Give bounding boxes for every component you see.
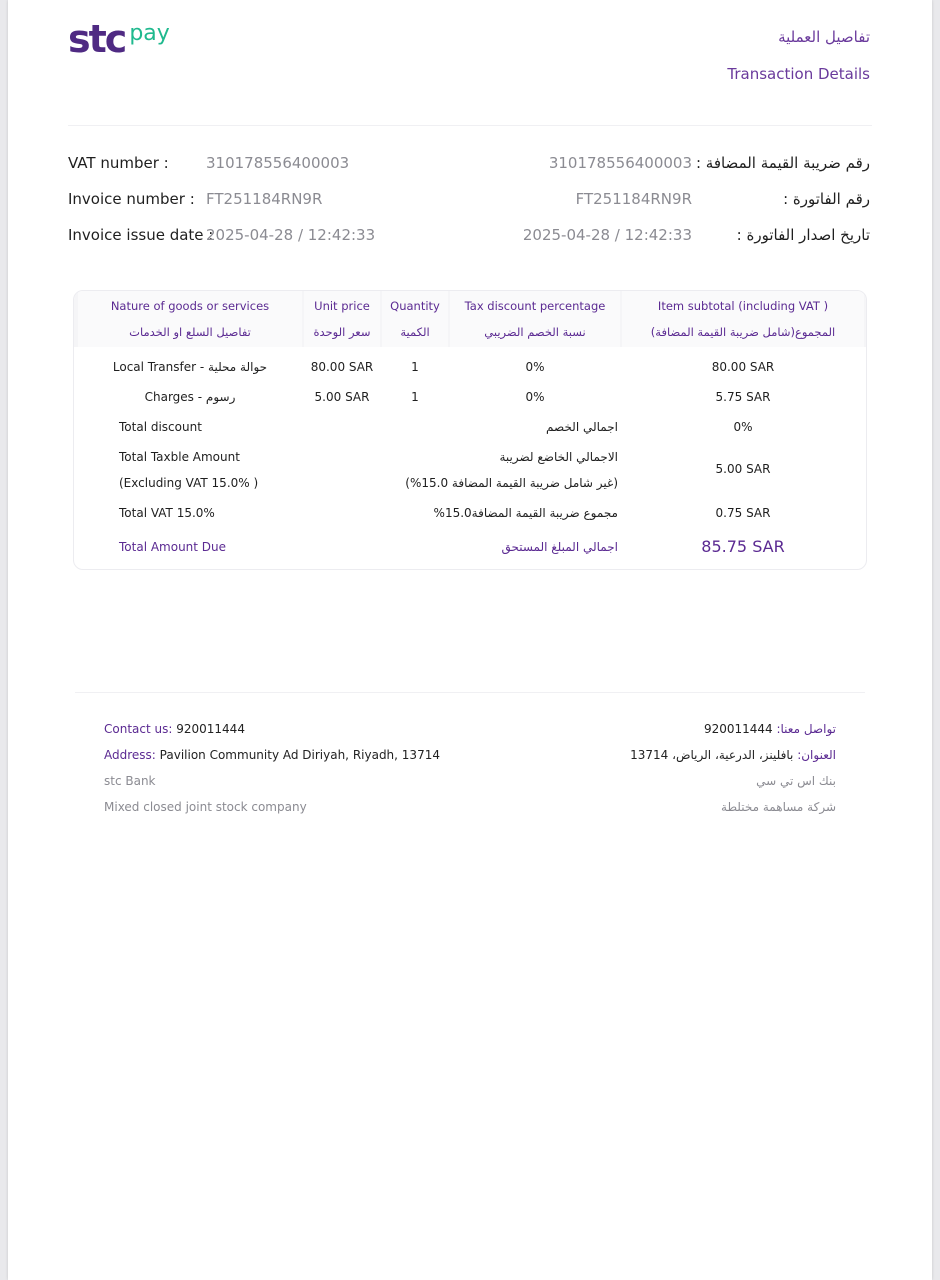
stc-pay-logo (68, 17, 170, 61)
address-line (104, 748, 440, 762)
header-nature-en: Nature of goods or services (110, 299, 270, 313)
header-tax-discount-ar: نسبة الخصم الضريبي (484, 325, 586, 339)
bank-name-arabic: بنك اس تي سي (756, 774, 836, 788)
invoice-number-label-arabic: رقم الفاتورة : (783, 190, 870, 208)
issue-date-label-arabic: تاريخ اصدار الفاتورة : (736, 226, 870, 244)
row1-description: Local Transfer - حوالة محلية (112, 360, 268, 374)
contact-line-arabic (704, 722, 836, 736)
total-taxable-label: Total Taxble Amount (119, 450, 240, 464)
header-nature-ar: تفاصيل السلع او الخدمات (129, 325, 251, 339)
header-item-subtotal-ar: المجموع(شامل ضريبة القيمة المضافة) (650, 325, 836, 339)
row1-subtotal: 80.00 SAR (711, 360, 775, 374)
total-due-value: 85.75 SAR (701, 537, 785, 556)
row2-subtotal: 5.75 SAR (715, 390, 771, 404)
contact-value: 920011444 (176, 722, 245, 736)
address-value-arabic: بافلينز، الدرعية، الرياض، 13714 (630, 748, 794, 762)
header-item-subtotal-en: Item subtotal (including VAT ) (657, 299, 829, 313)
table-header (74, 291, 866, 347)
issue-date-value-ar-side: 2025-04-28 / 12:42:33 (522, 226, 692, 244)
total-taxable-sublabel-arabic: (غير شامل ضريبة القيمة المضافة 15.0%) (405, 476, 618, 490)
address-key-arabic: العنوان: (797, 748, 836, 762)
issue-date-label: Invoice issue date : (68, 226, 214, 244)
total-discount-label: Total discount (119, 420, 202, 434)
footer-divider (75, 692, 865, 693)
header-tax-discount (450, 291, 620, 347)
total-taxable-value: 5.00 SAR (715, 462, 771, 476)
page-title-arabic: تفاصيل العملية (778, 28, 870, 46)
contact-line (104, 722, 245, 736)
header-nature (78, 291, 302, 347)
header-quantity-ar: الكمية (400, 325, 430, 339)
header-unit-price (304, 291, 380, 347)
header-unit-price-en: Unit price (314, 299, 370, 313)
contact-key: Contact us: (104, 722, 173, 736)
address-key: Address: (104, 748, 156, 762)
vat-number-label-arabic: رقم ضريبة القيمة المضافة : (695, 154, 870, 172)
total-due-label-arabic: اجمالي المبلغ المستحق (501, 540, 618, 554)
vat-number-value: 310178556400003 (206, 154, 350, 172)
header-tax-discount-en: Tax discount percentage (464, 299, 606, 313)
total-vat-label-arabic: مجموع ضريبة القيمة المضافة15.0% (433, 506, 618, 520)
logo-pay-text: pay (129, 21, 170, 46)
invoice-number-value-ar-side: FT251184RN9R (575, 190, 692, 208)
header-divider (68, 125, 872, 126)
header-unit-price-ar: سعر الوحدة (313, 325, 371, 339)
total-discount-label-arabic: اجمالي الخصم (546, 420, 618, 434)
row1-discount: 0% (525, 360, 545, 374)
company-type: Mixed closed joint stock company (104, 800, 307, 814)
invoice-page (8, 0, 932, 1280)
address-value: Pavilion Community Ad Diriyah, Riyadh, 13714 (159, 748, 440, 762)
page-title: Transaction Details (727, 65, 870, 83)
vat-number-label: VAT number : (68, 154, 169, 172)
total-taxable-label-arabic: الاجمالي الخاضع لضريبة (499, 450, 618, 464)
invoice-table (73, 290, 867, 570)
issue-date-value: 2025-04-28 / 12:42:33 (206, 226, 376, 244)
row2-discount: 0% (525, 390, 545, 404)
row2-description: Charges - رسوم (144, 390, 236, 404)
address-line-arabic (630, 748, 836, 762)
logo-stc-text: stc (68, 17, 126, 61)
row2-quantity: 1 (411, 390, 419, 404)
header-item-subtotal (622, 291, 864, 347)
vat-number-value-ar-side: 310178556400003 (548, 154, 692, 172)
total-due-label: Total Amount Due (119, 540, 227, 554)
total-taxable-sublabel: (Excluding VAT 15.0% ) (119, 476, 259, 490)
row1-unit-price: 80.00 SAR (310, 360, 374, 374)
header-quantity (382, 291, 448, 347)
total-vat-value: 0.75 SAR (715, 506, 771, 520)
invoice-number-value: FT251184RN9R (206, 190, 323, 208)
row2-unit-price: 5.00 SAR (314, 390, 370, 404)
company-type-arabic: شركة مساهمة مختلطة (721, 800, 836, 814)
invoice-number-label: Invoice number : (68, 190, 195, 208)
contact-key-arabic: تواصل معنا: (776, 722, 836, 736)
bank-name: stc Bank (104, 774, 156, 788)
total-vat-label: Total VAT 15.0% (119, 506, 215, 520)
row1-quantity: 1 (411, 360, 419, 374)
contact-value-arabic: 920011444 (703, 722, 773, 736)
header-quantity-en: Quantity (390, 299, 440, 313)
total-discount-value: 0% (733, 420, 753, 434)
